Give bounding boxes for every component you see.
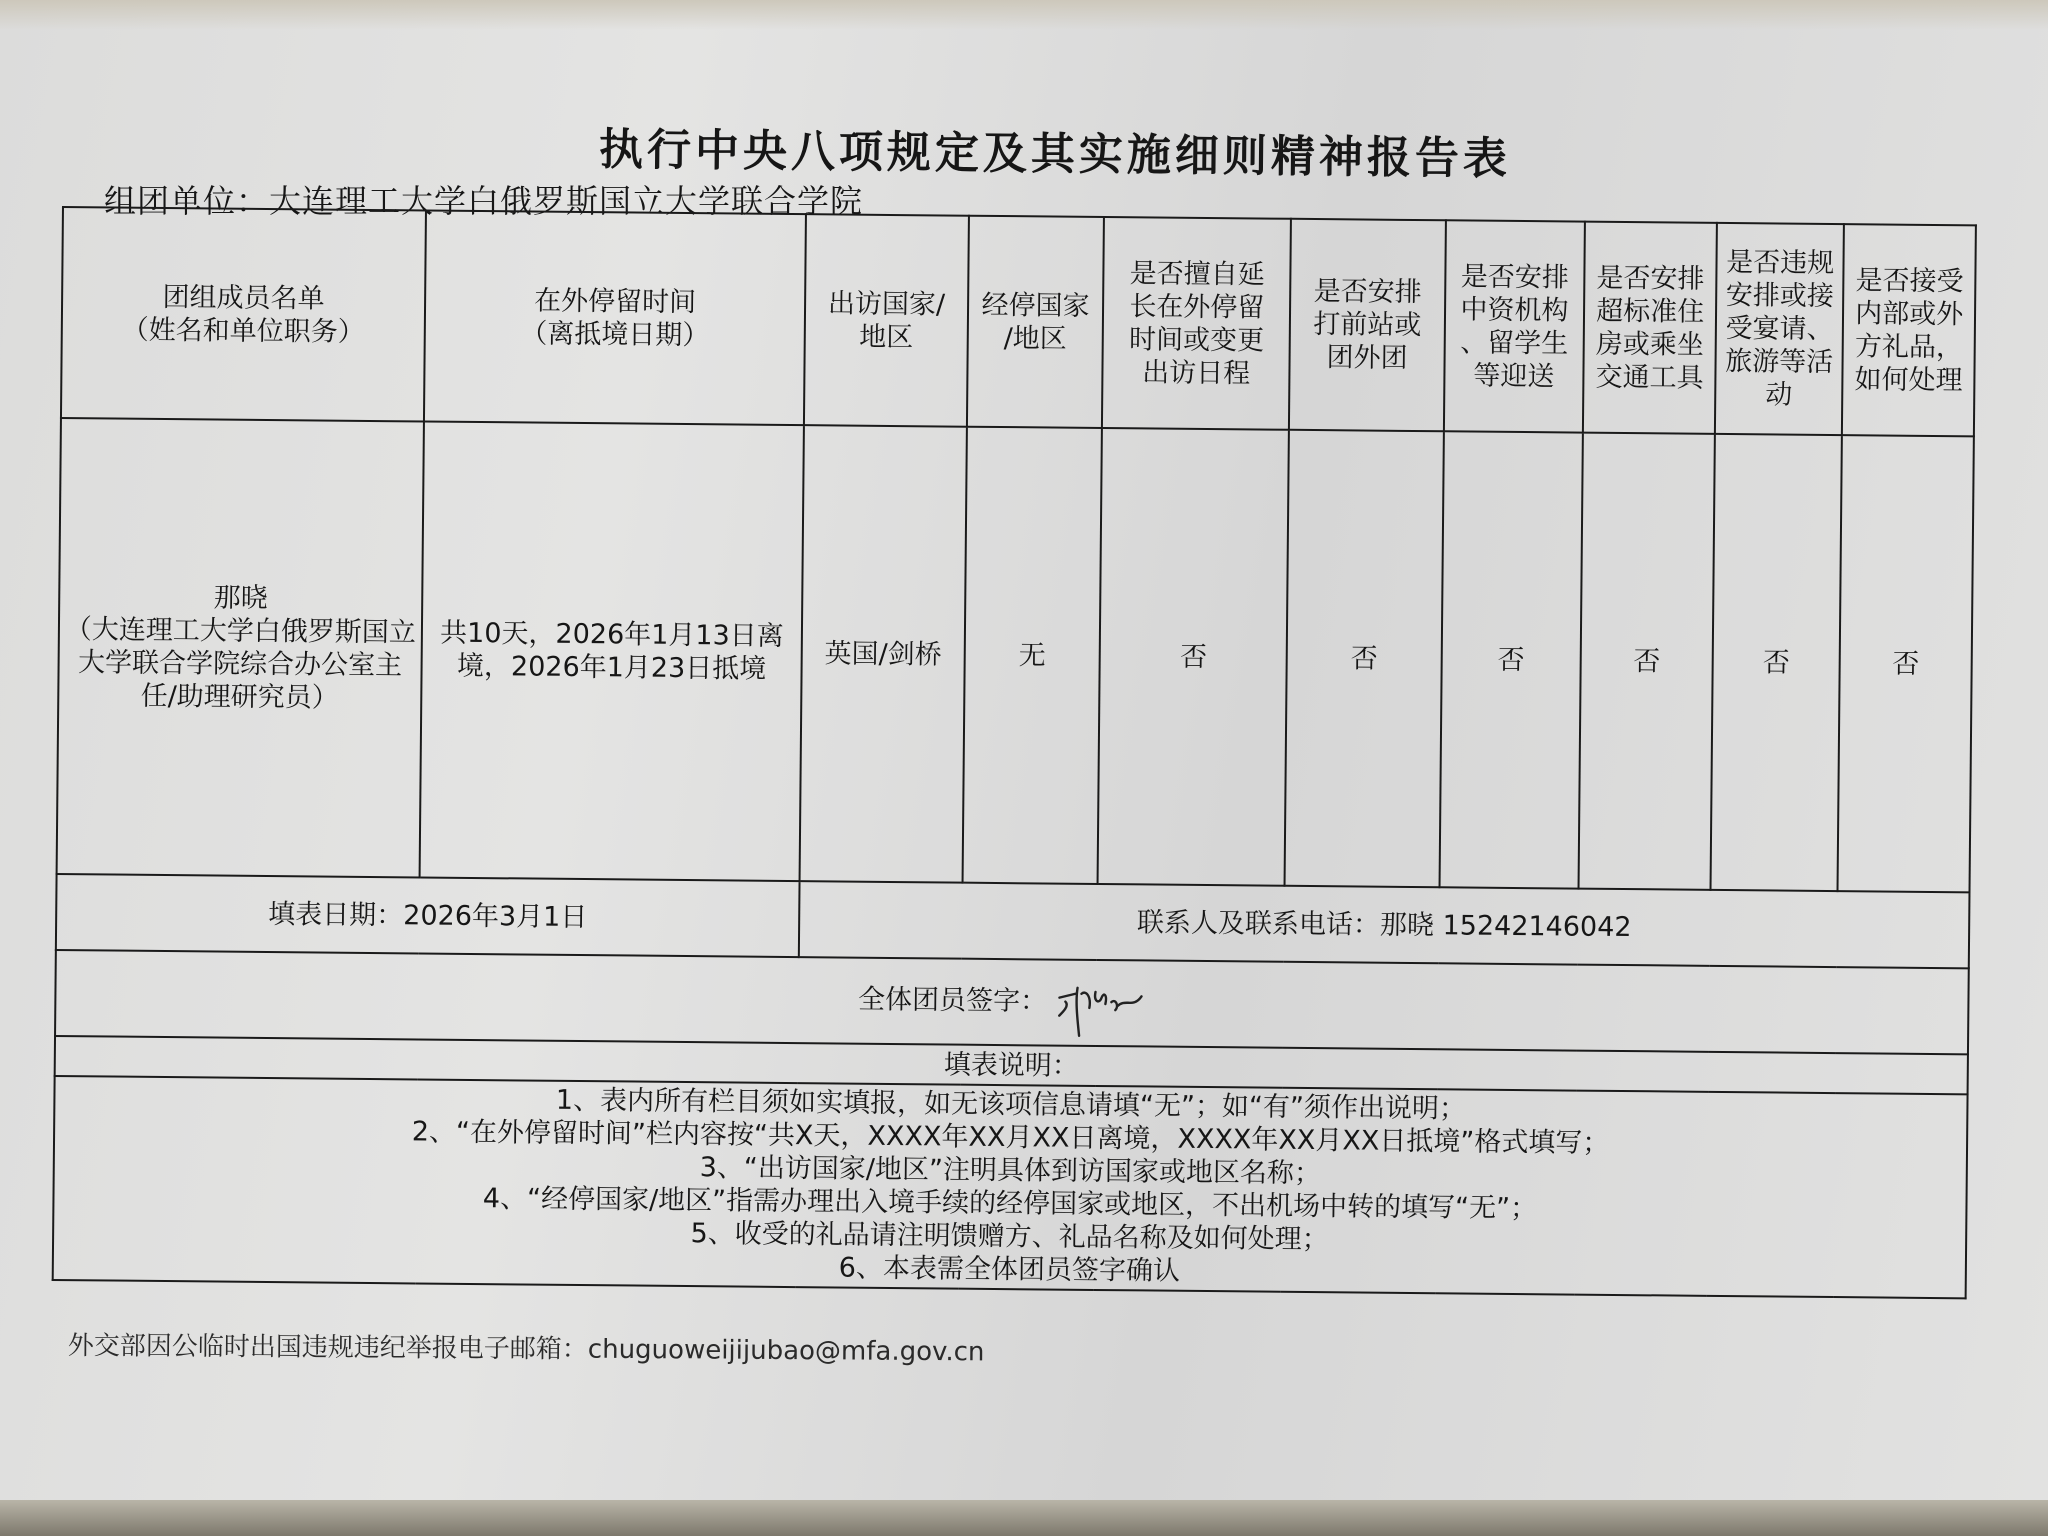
contact-label: 联系人及联系电话： bbox=[1136, 906, 1381, 941]
report-footer bbox=[68, 1325, 985, 1368]
signature-scribble-icon bbox=[1055, 978, 1166, 1039]
cell-reception: 否 bbox=[1439, 431, 1583, 888]
table-row bbox=[57, 418, 1974, 892]
member-title: （大连理工大学白俄罗斯国立大学联合学院综合办公室主任/助理研究员） bbox=[64, 614, 416, 714]
header-banquets-tours: 是否违规 安排或接 受宴请、 旅游等活 动 bbox=[1715, 223, 1844, 435]
report-email-label: 外交部因公临时出国违规违纪举报电子邮箱： bbox=[67, 1330, 588, 1365]
contact-phone: 15242146042 bbox=[1442, 909, 1632, 943]
report-email: chuguoweijijubao@mfa.gov.cn bbox=[587, 1334, 985, 1368]
signature-label: 全体团员签字： bbox=[857, 984, 1048, 1017]
cell-member bbox=[57, 418, 424, 877]
header-transit-country: 经停国家 /地区 bbox=[967, 216, 1105, 428]
cell-stay-period: 共10天，2026年1月13日离境，2026年1月23日抵境 bbox=[419, 421, 804, 881]
note-item: 6、本表需全体团员签字确认 bbox=[838, 1252, 1181, 1287]
cell-visit-country: 英国/剑桥 bbox=[800, 425, 967, 883]
header-member-list: 团组成员名单 （姓名和单位职务） bbox=[61, 207, 426, 421]
note-item: 4、“经停国家/地区”指需办理出入境手续的经停国家或地区，不出机场中转的填写“无”； bbox=[482, 1183, 1538, 1225]
note-item: 3、“出访国家/地区”注明具体到访国家或地区名称； bbox=[699, 1152, 1322, 1190]
report-form bbox=[52, 206, 1977, 1299]
note-item: 5、收受的礼品请注明馈赠方、礼品名称及如何处理； bbox=[690, 1218, 1329, 1256]
document-title: 执行中央八项规定及其实施细则精神报告表 bbox=[598, 124, 1512, 185]
header-visit-country: 出访国家/ 地区 bbox=[804, 214, 968, 427]
fill-date-value: 2026年3月1日 bbox=[403, 899, 588, 933]
handwritten-signature bbox=[1055, 978, 1165, 1029]
header-reception: 是否安排 中资机构 、留学生 等迎送 bbox=[1443, 220, 1585, 432]
desk-surface bbox=[0, 1500, 2048, 1536]
cell-overstandard-lodging: 否 bbox=[1579, 433, 1715, 890]
note-item: 2、“在外停留时间”栏内容按“共X天，XXXX年XX月XX日离境，XXXX年XX月XX日抵境”格式填写； bbox=[411, 1116, 1610, 1159]
notes-list bbox=[53, 1076, 1968, 1298]
member-name: 那晓 bbox=[213, 582, 268, 614]
cell-gifts: 否 bbox=[1838, 435, 1974, 892]
table-header-row bbox=[61, 207, 1976, 436]
cell-advance-team: 否 bbox=[1285, 430, 1444, 887]
header-stay-period: 在外停留时间 （离抵境日期） bbox=[424, 210, 806, 425]
fill-date bbox=[56, 874, 800, 957]
paper-edge-shadow bbox=[0, 0, 2048, 30]
header-gifts: 是否接受 内部或外 方礼品， 如何处理 bbox=[1842, 224, 1976, 436]
contact-name: 那晓 bbox=[1379, 909, 1435, 941]
report-table bbox=[52, 206, 1977, 1299]
organizing-unit-value: 大连理工大学白俄罗斯国立大学联合学院 bbox=[269, 182, 864, 220]
cell-banquets-tours: 否 bbox=[1710, 434, 1842, 891]
notes-row bbox=[53, 1076, 1968, 1298]
cell-extended-stay: 否 bbox=[1098, 428, 1289, 886]
organizing-unit-label: 组团单位： bbox=[104, 182, 270, 220]
note-item: 1、表内所有栏目须如实填报，如无该项信息请填“无”；如“有”须作出说明； bbox=[555, 1084, 1467, 1125]
header-extended-stay: 是否擅自延 长在外停留 时间或变更 出访日程 bbox=[1102, 217, 1291, 430]
cell-transit-country: 无 bbox=[962, 427, 1102, 884]
fill-date-label: 填表日期： bbox=[268, 898, 404, 931]
contact-info bbox=[799, 881, 1969, 968]
header-overstandard-lodging: 是否安排 超标准住 房或乘坐 交通工具 bbox=[1583, 222, 1717, 434]
notes-label: 填表说明： bbox=[55, 1036, 1968, 1094]
header-advance-team: 是否安排 打前站或 团外团 bbox=[1289, 219, 1445, 431]
